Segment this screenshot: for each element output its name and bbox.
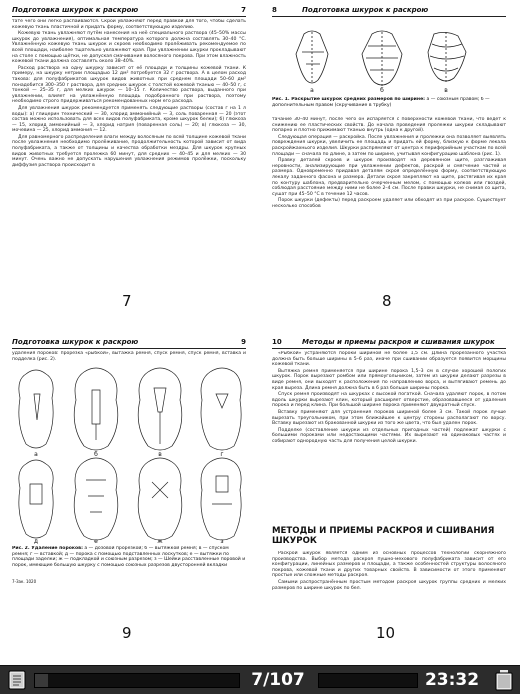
paragraph: Самыми распространённым простым методом раскроя шкурок группы средних и мелких размеров по ширине шкурок по бел. <box>272 579 506 591</box>
paragraph: Расход раствора на одну шкурку зависит от её площади и толщины кожевой ткани. К примеру, на шкурку нетрии площадью 12 дм² потребуется 32 г раствора. А в целом расход такова: для полуфабрикатов шкурок видов животных при среднем площади 50–60 дм² понадобится 300–350 г раствора, для средних шкурок с толстой кожевой тканью — 40–50 г, с тонкой — 25–35 г, для мелких шкурок — 10–15 г. Количество раствора, выданного при увлажнении, влияет на увлажнённую площадь подобранного при раствора, поэтому необходимо строго придерживаться рекомендованных норм его расхода. <box>12 65 246 105</box>
page-label: 8 <box>382 292 392 310</box>
paragraph: Правку деталей скроев и шкурок производят на деревянном щите, разглаживая неровности, анализирующие при увлажнении дефектов, раскрой и смягчение частей и размера. Одновременно придавая деталям скроя определённую форму, соответствующую лекалу заданного фасона и размера. Детали скроя закрепляют на щите, растягивая их края по контуру шаблона, предварительно очерченным мелом, с помощью колков или гвоздей, соблюдая расстояние между ними не более 2–4 см. После правки шкурки, не снимая со щита, сушат при 45–50 °С в течение 12 часов. <box>272 158 506 197</box>
body-text <box>272 351 506 521</box>
paragraph: Для равномерного распределения влаги между волосяным по всей толщине кожевой ткани после увлажнения необходимо пролёживание, продолжительность которой зависит от вида полуфабриката, а также от толщины и качества обработки мездры. Для шкурок крупных видов животных требуется пролежка 60 минут, для средних — 40–45 и для мелких — 30 минут. Очень важно не допускать нарушения увлажнения режимов пролёжки, поскольку диффузия раствора происходит в <box>12 134 246 168</box>
page-number: 10 <box>272 338 282 346</box>
print-footer: 7-Зак. 1020 <box>12 579 37 584</box>
caption-text: а — дозовой прорезкой; б — вытяжкой ремня; в — спуском ремня; г — вставкой; д — порока с помощью подставленных лоскутков; е — вытяжки по площади заделки; ж — подкладкой и союзным разрезом; з — Шейки расставленные поровой и порок, имеющие большую шкурку с помощью союзных разрезов двусторонней вкладки <box>12 546 246 568</box>
paragraph: тачание 30–40 минут, после чего он испаряется с поверхности кожевой ткани, что ведёт к снижению ее пластических свойств. До начала проведения пролежки шкурки складывают попарно и плотно прижимают тканью внутрь (одна к другой). <box>272 117 506 134</box>
page-header <box>272 338 506 349</box>
figure-sublabel: в <box>158 451 162 458</box>
page-label: 9 <box>122 624 132 642</box>
page-header <box>12 6 246 17</box>
figure-sublabel: в <box>444 87 448 94</box>
paragraph: Порок шкурки (дефекты) перед раскроем удаляет или обходят из при раскрое. Существует несколько способов <box>272 198 506 209</box>
page-number: 9 <box>241 338 246 346</box>
running-title: Подготовка шкурок к раскрою <box>12 6 139 14</box>
running-title: Подготовка шкурок к раскрою <box>302 6 429 14</box>
page-thumbnail-9[interactable] <box>4 336 254 652</box>
section-heading: МЕТОДЫ И ПРИЕМЫ РАСКРОЯ И СШИВАНИЯ ШКУРОК <box>272 526 495 546</box>
paragraph: тате чего они легко распаиваются. Скрои увлажняют перед правкой для того, чтобы сделать кожевую ткань пластичной и придать форму, соответствующую изделию. <box>12 19 246 30</box>
body-text <box>12 19 246 277</box>
figure-sublabel: ж <box>157 538 163 544</box>
figure-sublabel: а <box>310 87 314 94</box>
battery-icon <box>492 669 516 691</box>
caption-text: а — союзным правом; б — дополнительным правом (скручивание в трубку) <box>272 97 490 108</box>
paragraph: Вытяжка ремня применяется при ширине порока 1,5–3 см в случае хорошей пологих шкурок. Порок вырезают ромбом или прямоугольником, затем из шкурки делают разрезы в виде ремня, они выходят к расположения по направлению ворса, и вытягивают ремень до края выреза. Длина ремня должна быть в 6 раз больше ширины порока. <box>272 368 506 391</box>
reading-progress-fill <box>35 674 48 687</box>
status-bar <box>0 665 520 694</box>
figure-sublabel: е <box>94 538 98 544</box>
running-title: Подготовка шкурок к раскрою <box>12 338 139 346</box>
page-thumbnail-8[interactable] <box>264 4 514 320</box>
paragraph: удаления пороков: прорезка «рыбкой», вытажка ремня, спуск ремня, спуск ремня, вставка и подделка (рис. 2). <box>12 351 246 362</box>
figure-sublabel: д <box>33 538 39 544</box>
figure-sublabel: б <box>380 87 384 94</box>
figure-1-pelt-stretching <box>284 24 494 94</box>
paragraph: Следующая операция — раскройка. После увлажнения и пролежки она позволяет выявлять повреждения шкурки, увеличить ее площадь и придать ей форму, близкую к форме лекала раскройжахнього изделия. Шкурки распрямляют от центра к периферийным участкам по всей площади — сначала по длине, а затем по ширине, учитывая конфигурацию шаблона (рис. 1). <box>272 134 506 157</box>
paragraph: Для увлажнения шкурок рекомендуется применять следующие растворы (состав г на 1 л воды): а) глицерин технический — 30, хлорид аммонийный — 3, соль поваренная — 20 (этот состав можно использовать для всех видов полуфабриката, кроме шкурок белки); б) глюкоза — 15, хлорид аммонийный — 3, хлорид натрия (поваренная соль) — 20; в) глюкоза — 30, мочевина — 25, хлорид аммония — 12. <box>12 105 246 134</box>
body-text <box>272 117 506 279</box>
figure-sublabel: г <box>220 451 224 458</box>
paragraph: Раскрой шкурок является одним из основных процессов технологии скорняжного производства. Выбор метода раскроя пушно-мехового полуфабриката зависит от его конфигурации, линейных размеров и площади, а также особенностей структуры волосяного покрова, кожевой ткани и других товарных свойств. В зависимости от этого применяют простые или сложные методы раскроя. <box>272 551 506 579</box>
figure-sublabel: б <box>94 451 98 458</box>
page-number: 8 <box>272 6 277 14</box>
paragraph: Кожевую ткань увлажняют путём нанесения на неё специального раствора (45–50% массы шкурок до увлажнения), оптимальная температура которого должна составлять 30–40 °С. Увлажнённую кожевую ткань шкурок и скроев необходимо пролёживать рекомендуемое по всей площади, наиболее тщательно увлажняют края. При увлажнении шкурки прокладывают на столе с помощью щётки, не допуская смачивания волосяного покрова. При этом влажность кожевой ткани должна составлять около 38–40%. <box>12 31 246 65</box>
paragraph: «Рыбкой» устраняются пороки шириной не более 1,5 см. Длина прорезанного участка должна быть больше ширины в 5–6 раз, иначе при сшивании образуется появится морщины кожевой ткани. <box>272 351 506 368</box>
status-track <box>318 673 418 688</box>
reading-progress-bar[interactable] <box>34 673 240 688</box>
body-text <box>272 551 506 613</box>
figure-2-defect-removal <box>12 364 246 544</box>
paragraph: Вставку применяют для устранения пороков шириной более 3 см. Такой порок лучше вырезать треугольником, при этом ближайшее к центру стороны располагают по ворсу. Вставку вырезают из бракованной шкурки из того же цвета, что был удален порок. <box>272 409 506 427</box>
page-thumbnail-7[interactable] <box>4 4 254 320</box>
caption-title: Рис. 2. Удаление пороков: <box>12 546 83 551</box>
page-number: 7 <box>241 6 246 14</box>
figure-sublabel: з <box>220 538 224 544</box>
paragraph: Спуск ремня производят на шкурках с высокой погаткой. Сначала удаляют порок, в потом вдоль шкурки вырезают клин, который расширяет отверстие, образовавшееся от удаления порока и перед клина. При большой ширине порока применяют двукратный спуск. <box>272 392 506 409</box>
book-icon[interactable] <box>6 670 28 690</box>
page-label: 7 <box>122 292 132 310</box>
page-header <box>12 338 246 349</box>
body-text <box>12 351 246 363</box>
figure-caption <box>272 97 506 114</box>
clock: 23:32 <box>424 670 480 690</box>
running-title: Методы и приемы раскроя и сшивания шкурок <box>302 338 495 346</box>
paragraph: Подделке (составление шкурки из отдельных пригодных частей) подлежат шкурки с большими пороками или недостающими частями. Их вырезают на одинаковых частях и собирают однородную часть для получения целой шкурки. <box>272 427 506 444</box>
page-header <box>272 6 506 17</box>
page-thumbnail-10[interactable] <box>264 336 514 652</box>
figure-caption <box>12 546 246 576</box>
page-indicator[interactable]: 7/107 <box>251 670 305 690</box>
caption-title: Рис. 1. Раскрытие шкурок средних размеров по ширине: <box>272 97 426 102</box>
page-label: 10 <box>376 624 396 642</box>
figure-sublabel: а <box>34 451 38 458</box>
